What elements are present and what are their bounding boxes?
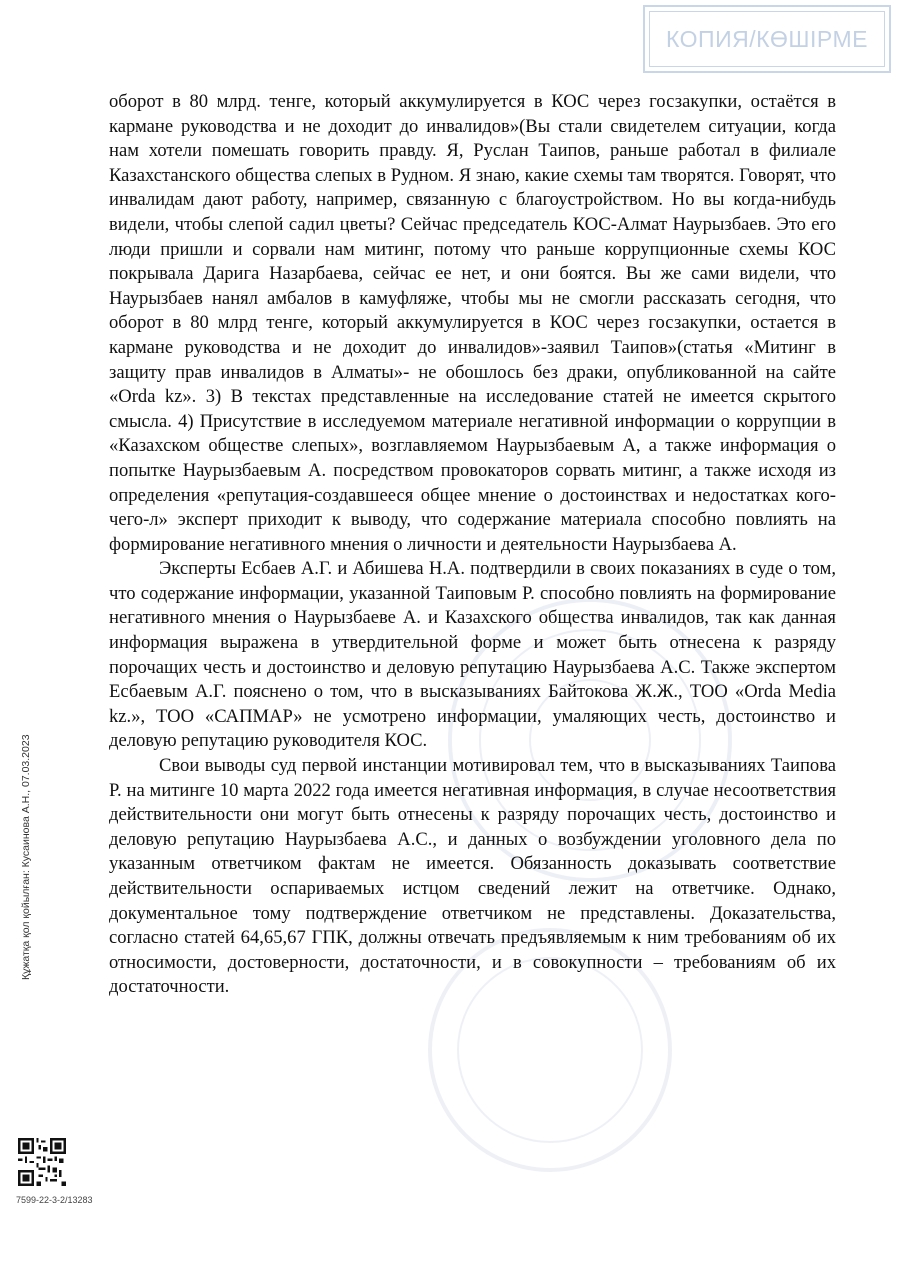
paragraph-3: Свои выводы суд первой инстанции мотивировал тем, что в высказываниях Таипова Р. на митинге 10 марта 2022 года имеется негативная информация, в случае несоответствия действительности они могут быть отнесены к разряду порочащих честь, достоинство и деловую репутацию Наурызбаева А.С., и данных о возбуждении уголовного дела по указанным ответчиком фактам не имеется. Обязанность доказывать соответствие действительности оспариваемых истцом сведений лежит на ответчике. Однако, документальное тому подтверждение ответчиком не представлены. Доказательства, согласно статей 64,65,67 ГПК, должны отвечать предъявляемым к ним требованиям об их относимости, достоверности, достаточности, и в совокупности – требованиям об их достаточности. [109,755,836,998]
copy-stamp [643,5,891,73]
document-body [109,90,836,1000]
signature-note: Құжатқа қол қойылған: Кусаинова А.Н., 07.03.2023 [20,734,32,980]
copy-stamp-inner-frame [649,11,885,67]
document-id: 7599-22-3-2/13283 [16,1195,93,1205]
paragraph-1: оборот в 80 млрд. тенге, который аккумулируется в КОС через госзакупки, остаётся в кармане руководства и не доходит до инвалидов»(Вы стали свидетелем ситуации, когда нам хотели помешать говорить правду. Я, Руслан Таипов, раньше работал в филиале Казахстанского общества слепых в Рудном. Я знаю, какие схемы там творятся. Говорят, что инвалидам дают работу, например, связанную с благоустройством. Но вы когда-нибудь видели, чтобы слепой садил цветы? Сейчас председатель КОС-Алмат Наурызбаев. Это его люди пришли и сорвали нам митинг, потому что раньше коррупционные схемы КОС покрывала Дарига Назарбаева, сейчас ее нет, и они боятся. Вы же сами видели, что Наурызбаев нанял амбалов в камуфляже, чтобы мы не смогли рассказать сегодня, что оборот в 80 млрд тенге, который аккумулируется в КОС через госзакупки, остается в кармане руководства и не доходит до инвалидов»-заявил Таипов»(статья «Митинг в защиту прав инвалидов в Алматы»- не обошлось без драки, опубликованной на сайте «Orda kz». 3) В текстах представленные на исследование статей не имеется скрытого смысла. 4) Присутствие в исследуемом материале негативной информации о коррупции в «Казахском обществе слепых», возглавляемом Наурызбаевым А, а также информация о попытке Наурызбаевым А. посредством провокаторов сорвать митинг, а также исходя из определения «репутация-создавшееся общее мнение о достоинствах и недостатках кого-чего-л» эксперт приходит к выводу, что содержание материала способно повлиять на формирование негативного мнения о личности и деятельности Наурызбаева А. [109,91,836,555]
qr-code-icon [18,1138,66,1186]
paragraph-2: Эксперты Есбаев А.Г. и Абишева Н.А. подтвердили в своих показаниях в суде о том, что содержание информации, указанной Таиповым Р. способно повлиять на формирование негативного мнения о Наурызбаеве А. и Казахского общества инвалидов, так как данная информация выражена в утвердительной форме и может быть отнесена к разряду порочащих честь и достоинство и деловую репутацию Наурызбаева А.С. Также экспертом Есбаевым А.Г. пояснено о том, что в высказываниях Байтокова Ж.Ж., ТОО «Orda Media kz.», ТОО «САПМАР» не усмотрено информации, умаляющих честь, достоинство и деловую репутацию руководителя КОС. [109,558,836,752]
copy-stamp-text: КОПИЯ/КӨШІРМЕ [666,25,868,52]
